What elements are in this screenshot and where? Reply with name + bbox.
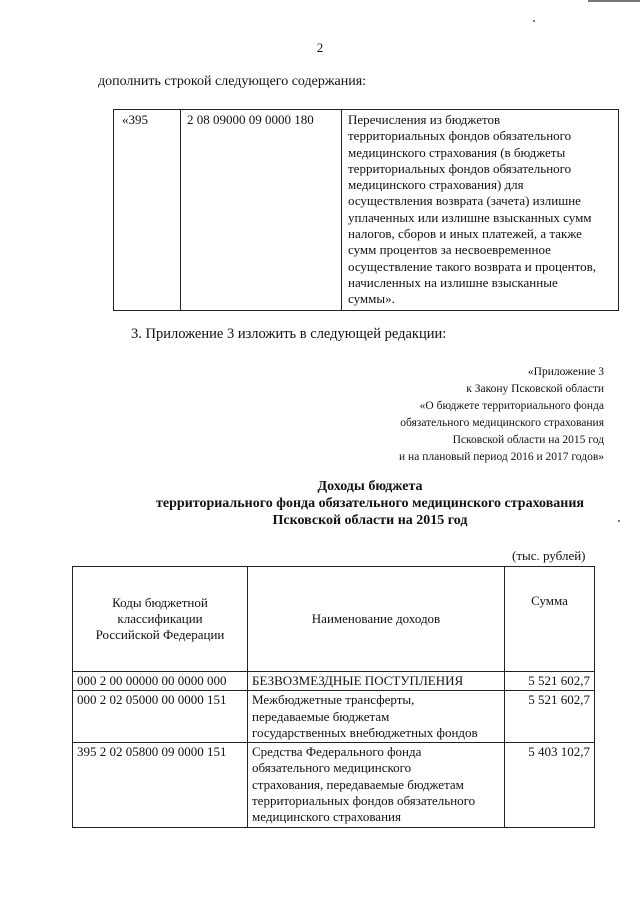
appendix-header [399, 364, 604, 466]
header-code-line: Коды бюджетной [112, 594, 208, 610]
title-line: Псковской области на 2015 год [272, 513, 468, 528]
insert-code: 2 08 09000 09 0000 180 [181, 110, 342, 311]
desc-line: осуществления возврата (зачета) излишне [348, 193, 581, 209]
table-header-row [73, 567, 595, 672]
document-title [0, 478, 640, 529]
appendix-line: к Закону Псковской области [466, 383, 604, 395]
row-name [248, 743, 505, 827]
appendix-line: Псковской области на 2015 год [452, 434, 604, 446]
appendix-line: «О бюджете территориального фонда [419, 400, 604, 412]
insert-row-table [113, 109, 619, 311]
desc-line: налогов, сборов и иных платежей, а также [348, 226, 582, 242]
desc-line: территориальных фондов обязательного [348, 160, 572, 176]
header-sum: Сумма [505, 567, 595, 672]
desc-line: территориальных фондов обязательного [348, 128, 572, 144]
appendix-line: и на плановый период 2016 и 2017 годов» [399, 451, 604, 463]
item3-text: 3. Приложение 3 изложить в следующей редакции: [131, 326, 447, 342]
row-name-line: БЕЗВОЗМЕЗДНЫЕ ПОСТУПЛЕНИЯ [252, 673, 464, 688]
table-row [73, 672, 595, 691]
desc-line: начисленных на излишне взысканные [348, 274, 558, 290]
row-name-line: передаваемые бюджетам [252, 708, 390, 724]
row-name-line: медицинского страхования [252, 809, 401, 825]
appendix-line: «Приложение 3 [527, 366, 604, 378]
row-sum: 5 403 102,7 [505, 743, 595, 827]
appendix-line: обязательного медицинского страхования [400, 417, 604, 429]
row-name-line: обязательного медицинского [252, 760, 412, 776]
table-row [73, 743, 595, 827]
row-code: 395 2 02 05800 09 0000 151 [73, 743, 248, 827]
desc-line: осуществление такого возврата и процентов, [348, 258, 597, 274]
row-sum: 5 521 602,7 [505, 691, 595, 743]
header-code-line: Российской Федерации [95, 627, 225, 643]
insert-code-prefix: «395 [114, 110, 181, 311]
row-name [248, 691, 505, 743]
scan-artifact [533, 20, 535, 22]
table-row [73, 691, 595, 743]
income-table [72, 566, 595, 828]
table-row [114, 110, 619, 311]
scan-artifact [588, 0, 640, 2]
row-code: 000 2 02 05000 00 0000 151 [73, 691, 248, 743]
page-number: 2 [316, 40, 324, 55]
header-name: Наименование доходов [248, 567, 505, 672]
desc-line: суммы». [348, 291, 395, 307]
desc-line: медицинского страхования) для [348, 177, 524, 193]
row-name-line: территориальных фондов обязательного [252, 793, 476, 809]
row-sum: 5 521 602,7 [505, 672, 595, 691]
row-code: 000 2 00 00000 00 0000 000 [73, 672, 248, 691]
header-code [73, 567, 248, 672]
title-line: Доходы бюджета [317, 479, 423, 494]
intro-text: дополнить строкой следующего содержания: [98, 74, 367, 89]
row-name-line: страхования, передаваемые бюджетам [252, 776, 464, 792]
header-code-line: классификации [117, 610, 203, 626]
row-name-line: Средства Федерального фонда [252, 744, 422, 760]
desc-line: медицинского страхования (в бюджеты [348, 144, 566, 160]
row-name [248, 672, 505, 691]
title-line: территориального фонда обязательного медицинского страхования [156, 496, 584, 511]
row-name-line: Межбюджетные трансферты, [252, 692, 415, 708]
desc-line: сумм процентов за несвоевременное [348, 242, 551, 258]
desc-line: уплаченных или излишне взысканных сумм [348, 209, 592, 225]
unit-label: (тыс. рублей) [512, 548, 586, 563]
desc-line: Перечисления из бюджетов [348, 112, 501, 127]
row-name-line: государственных внебюджетных фондов [252, 724, 478, 740]
insert-description [342, 110, 619, 311]
scan-artifact [618, 520, 620, 522]
